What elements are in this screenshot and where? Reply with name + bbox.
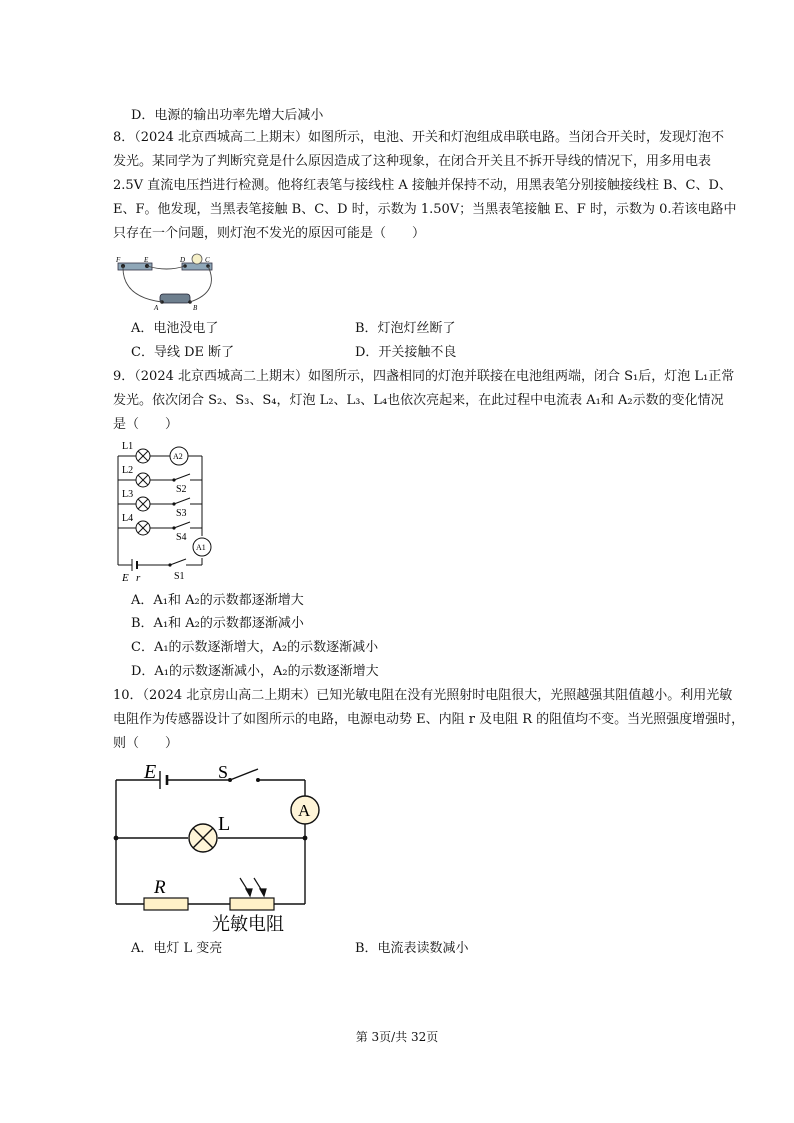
q10-label-a: A (298, 801, 311, 820)
q8-label-a: A (154, 304, 159, 312)
q9-label-s1: S1 (174, 571, 185, 582)
q8-option-d: D．开关接触不良 (355, 345, 457, 360)
q9-label-a1: A1 (196, 543, 206, 552)
q7-option-d: D．电源的输出功率先增大后减小 (131, 108, 324, 123)
q9-text-line-2: 发光。依次闭合 S₂、S₃、S₄，灯泡 L₂、L₃、L₄也依次亮起来，在此过程中电流表 A₁和 A₂示数的变化情况 (113, 393, 724, 408)
q8-text-line-2: 发光。某同学为了判断究竟是什么原因造成了这种现象，在闭合开关且不拆开导线的情况下，用多用电表 (113, 154, 712, 169)
q10-label-e: E (144, 761, 157, 783)
q10-option-a: A．电灯 L 变亮 (131, 941, 223, 956)
q8-label-d: D (180, 256, 186, 264)
q9-label-a2: A2 (173, 452, 183, 461)
q9-label-s3: S3 (176, 508, 187, 519)
page-footer: 第 3页/共 32页 (355, 1030, 439, 1044)
q8-label-b: B (193, 304, 198, 312)
q8-label-f: F (116, 256, 121, 264)
q10-text-line-1: 10．（2024 北京房山高二上期末）已知光敏电阻在没有光照射时电阻很大，光照越强其阻值越小。利用光敏 (113, 688, 733, 703)
q10-label-l: L (218, 813, 231, 835)
q10-label-photoresistor: 光敏电阻 (212, 914, 284, 934)
q8-text-line-1: 8．（2024 北京西城高二上期末）如图所示，电池、开关和灯泡组成串联电路。当闭合开关时，发现灯泡不 (113, 130, 724, 145)
q8-option-b: B．灯泡灯丝断了 (355, 321, 456, 336)
q8-circuit-figure (112, 252, 222, 312)
q9-label-s4: S4 (176, 532, 187, 543)
q10-text-line-2: 电阻作为传感器设计了如图所示的电路，电源电动势 E、内阻 r 及电阻 R 的阻值均不变。当光照强度增强时， (113, 712, 745, 727)
q10-circuit-figure (112, 758, 327, 936)
q9-option-c: C．A₁的示数逐渐增大，A₂的示数逐渐减小 (131, 640, 379, 655)
q9-option-d: D．A₁的示数逐渐减小，A₂的示数逐渐增大 (131, 664, 379, 679)
q8-option-a: A．电池没电了 (131, 321, 219, 336)
q10-label-s: S (218, 762, 229, 782)
q8-label-e: E (144, 256, 149, 264)
q10-text-line-3: 则（ ） (113, 736, 179, 751)
q8-text-line-5: 只存在一个问题，则灯泡不发光的原因可能是（ ） (113, 226, 426, 241)
q9-label-l4: L4 (122, 513, 134, 524)
q8-label-c: C (205, 256, 210, 264)
q9-label-l1: L1 (122, 441, 134, 452)
q10-option-b: B．电流表读数减小 (355, 941, 469, 956)
q8-text-line-3: 2.5V 直流电压挡进行检测。他将红表笔与接线柱 A 接触并保持不动，用黑表笔分别接触接线柱 B、C、D、 (113, 178, 732, 193)
q9-circuit-figure (112, 440, 222, 585)
q9-label-l3: L3 (122, 489, 134, 500)
q9-label-s2: S2 (176, 484, 187, 495)
q9-text-line-1: 9．（2024 北京西城高二上期末）如图所示，四盏相同的灯泡并联接在电池组两端，闭合 S₁后，灯泡 L₁正常 (113, 369, 735, 384)
q9-label-e: E (122, 572, 129, 584)
q9-option-b: B．A₁和 A₂的示数都逐渐减小 (131, 616, 304, 631)
q9-label-l2: L2 (122, 465, 134, 476)
q9-text-line-3: 是（ ） (113, 417, 179, 432)
q10-label-r: R (154, 877, 166, 898)
q9-label-r: r (136, 572, 141, 584)
q8-text-line-4: E、F。他发现，当黑表笔接触 B、C、D 时，示数为 1.50V；当黑表笔接触 E、F 时，示数为 0.若该电路中 (113, 202, 737, 217)
q8-option-c: C．导线 DE 断了 (131, 345, 235, 360)
q9-option-a: A．A₁和 A₂的示数都逐渐增大 (131, 593, 304, 608)
